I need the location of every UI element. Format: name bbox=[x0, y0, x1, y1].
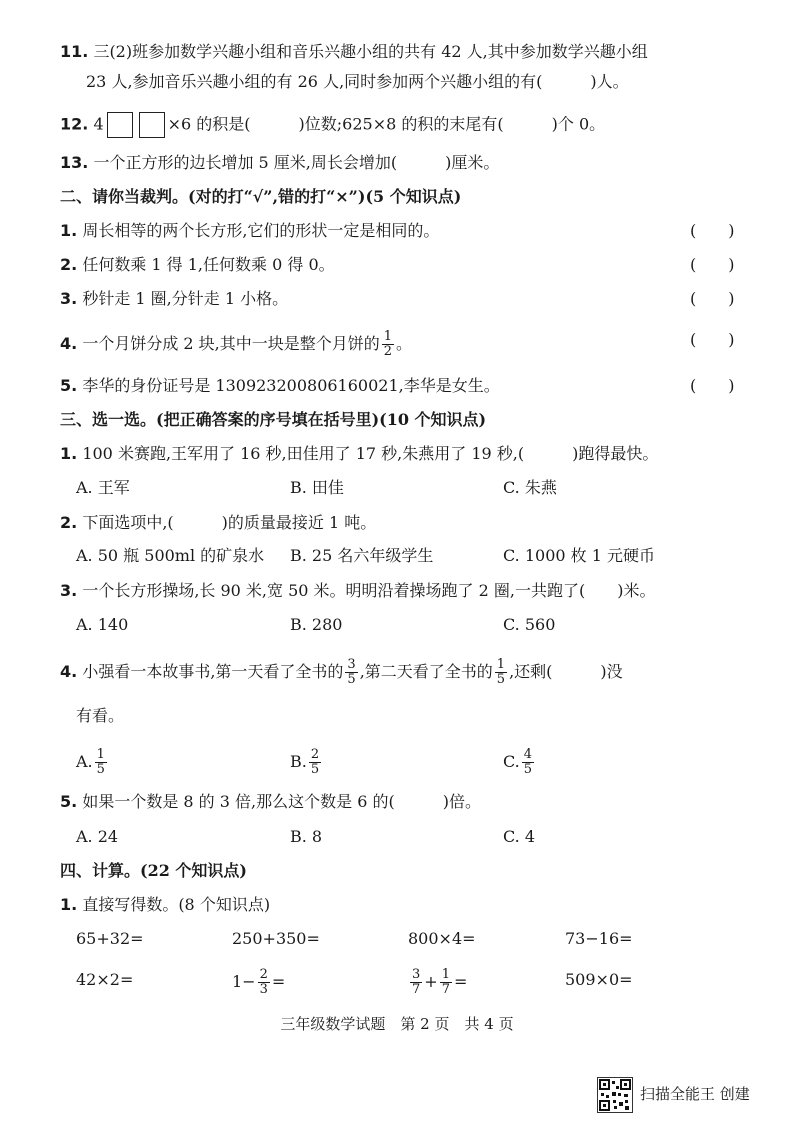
judge-item bbox=[60, 376, 735, 396]
answer-paren[interactable]: ( ) bbox=[690, 289, 735, 308]
question-number: 11. bbox=[60, 42, 89, 61]
option-a[interactable]: A. 140 bbox=[76, 615, 129, 634]
item-number: 2. bbox=[60, 255, 78, 274]
question-11 bbox=[60, 42, 648, 62]
choice-question-2 bbox=[60, 513, 376, 533]
option-b[interactable]: B. 8 bbox=[290, 827, 323, 846]
option-c[interactable]: C. $\frac{4}{5}$ bbox=[503, 747, 533, 777]
answer-box[interactable] bbox=[107, 112, 133, 138]
item-number: 5. bbox=[60, 376, 78, 395]
choice-question-5 bbox=[60, 792, 481, 812]
fraction: $\frac{2}{5}$ bbox=[310, 747, 320, 777]
option-b[interactable]: B. $\frac{2}{5}$ bbox=[290, 747, 320, 777]
option-c[interactable]: C. 1000 枚 1 元硬币 bbox=[503, 546, 656, 565]
item-text: 周长相等的两个长方形,它们的形状一定是相同的。 bbox=[82, 221, 440, 240]
option-a[interactable]: A. 王军 bbox=[76, 478, 130, 497]
option-b[interactable]: B. 田佳 bbox=[290, 478, 344, 497]
question-text: 100 米赛跑,王军用了 16 秒,田佳用了 17 秒,朱燕用了 19 秒,( )跑得最快。 bbox=[82, 444, 659, 463]
question-number: 3. bbox=[60, 581, 78, 600]
question-number: 13. bbox=[60, 153, 89, 172]
watermark-brand: 扫描全能王 创建 bbox=[640, 1085, 750, 1103]
option-b[interactable]: B. 25 名六年级学生 bbox=[290, 546, 434, 565]
calc-item[interactable]: $\frac{3}{7}$ + $\frac{1}{7}$ = bbox=[412, 967, 468, 997]
judge-item bbox=[60, 255, 735, 275]
answer-paren[interactable]: ( ) bbox=[690, 255, 735, 274]
question-number: 5. bbox=[60, 792, 78, 811]
section-2-title: 二、请你当裁判。(对的打“√”,错的打“×”)(5 个知识点) bbox=[60, 187, 462, 206]
option-c[interactable]: C. 560 bbox=[503, 615, 556, 634]
item-text: 一个月饼分成 2 块,其中一块是整个月饼的 bbox=[82, 334, 380, 353]
fraction: $\frac{3}{5}$ bbox=[347, 657, 356, 687]
question-text: 一个长方形操场,长 90 米,宽 50 米。明明沿着操场跑了 2 圈,一共跑了( )米。 bbox=[82, 581, 656, 600]
question-text: 三(2)班参加数学兴趣小组和音乐兴趣小组的共有 42 人,其中参加数学兴趣小组 bbox=[93, 42, 648, 61]
section-3-title: 三、选一选。(把正确答案的序号填在括号里)(10 个知识点) bbox=[60, 410, 487, 429]
answer-box[interactable] bbox=[139, 112, 165, 138]
section-4-title: 四、计算。(22 个知识点) bbox=[60, 861, 247, 880]
calc-item[interactable]: 800×4= bbox=[408, 929, 476, 948]
fraction: $\frac{1}{7}$ bbox=[441, 967, 450, 997]
item-text: 李华的身份证号是 130923200806160021,李华是女生。 bbox=[82, 376, 500, 395]
choice-question-4: 4. 小强看一本故事书,第一天看了全书的 $\frac{3}{5}$ ,第二天看了全书的 $\frac{1}{5}$ ,还剩( )没 bbox=[60, 657, 623, 687]
calc-item[interactable]: 42×2= bbox=[76, 970, 134, 989]
question-13 bbox=[60, 153, 499, 173]
judge-item bbox=[60, 289, 735, 309]
question-number: 4. bbox=[60, 662, 78, 681]
option-a[interactable]: A. 24 bbox=[76, 827, 119, 846]
calc-item[interactable]: 73−16= bbox=[565, 929, 633, 948]
judge-item: 4. 一个月饼分成 2 块,其中一块是整个月饼的 $\frac{1}{2}$ 。 ( ) bbox=[60, 329, 735, 359]
option-a[interactable]: A. 50 瓶 500ml 的矿泉水 bbox=[76, 546, 265, 565]
calc-item[interactable]: 509×0= bbox=[565, 970, 633, 989]
item-text: 秒针走 1 圈,分针走 1 小格。 bbox=[82, 289, 289, 308]
choice-question-1 bbox=[60, 444, 658, 464]
question-11-line2: 23 人,参加音乐兴趣小组的有 26 人,同时参加两个兴趣小组的有( )人。 bbox=[86, 72, 629, 91]
item-number: 3. bbox=[60, 289, 78, 308]
answer-paren[interactable]: ( ) bbox=[690, 376, 735, 395]
question-number: 1. bbox=[60, 444, 78, 463]
answer-paren[interactable]: ( ) bbox=[690, 330, 735, 349]
fraction: $\frac{1}{2}$ bbox=[383, 329, 393, 359]
page-footer: 三年级数学试题 第 2 页 共 4 页 bbox=[280, 1015, 514, 1033]
fraction: $\frac{4}{5}$ bbox=[523, 747, 533, 777]
option-c[interactable]: C. 4 bbox=[503, 827, 536, 846]
judge-item bbox=[60, 221, 735, 241]
calc-subtitle: 1. 直接写得数。(8 个知识点) bbox=[60, 895, 271, 914]
question-number: 1. bbox=[60, 895, 78, 914]
item-text: 任何数乘 1 得 1,任何数乘 0 得 0。 bbox=[82, 255, 335, 274]
question-12 bbox=[60, 112, 605, 138]
option-a[interactable]: A. $\frac{1}{5}$ bbox=[76, 747, 105, 777]
question-text: 下面选项中,( )的质量最接近 1 吨。 bbox=[82, 513, 377, 532]
fraction: $\frac{2}{3}$ bbox=[259, 967, 268, 997]
fraction: $\frac{1}{5}$ bbox=[96, 747, 105, 777]
question-text: 一个正方形的边长增加 5 厘米,周长会增加( )厘米。 bbox=[93, 153, 500, 172]
question-text: ×6 的积是( )位数;625×8 的积的末尾有( )个 0。 bbox=[167, 114, 606, 134]
qr-code-icon bbox=[597, 1077, 633, 1113]
choice-question-4-line2: 有看。 bbox=[76, 706, 125, 725]
fraction: $\frac{1}{5}$ bbox=[496, 657, 506, 687]
question-number: 12. bbox=[60, 114, 89, 134]
calc-item[interactable]: 65+32= bbox=[76, 929, 144, 948]
option-c[interactable]: C. 朱燕 bbox=[503, 478, 557, 497]
question-text: 如果一个数是 8 的 3 倍,那么这个数是 6 的( )倍。 bbox=[82, 792, 481, 811]
fraction: $\frac{3}{7}$ bbox=[412, 967, 421, 997]
option-b[interactable]: B. 280 bbox=[290, 615, 343, 634]
calc-item[interactable]: 1− $\frac{2}{3}$ = bbox=[232, 967, 286, 997]
calc-item[interactable]: 250+350= bbox=[232, 929, 320, 948]
item-number: 4. bbox=[60, 334, 78, 353]
question-number: 2. bbox=[60, 513, 78, 532]
choice-question-3 bbox=[60, 581, 655, 601]
item-number: 1. bbox=[60, 221, 78, 240]
answer-paren[interactable]: ( ) bbox=[690, 221, 735, 240]
question-prefix: 4 bbox=[93, 114, 104, 134]
